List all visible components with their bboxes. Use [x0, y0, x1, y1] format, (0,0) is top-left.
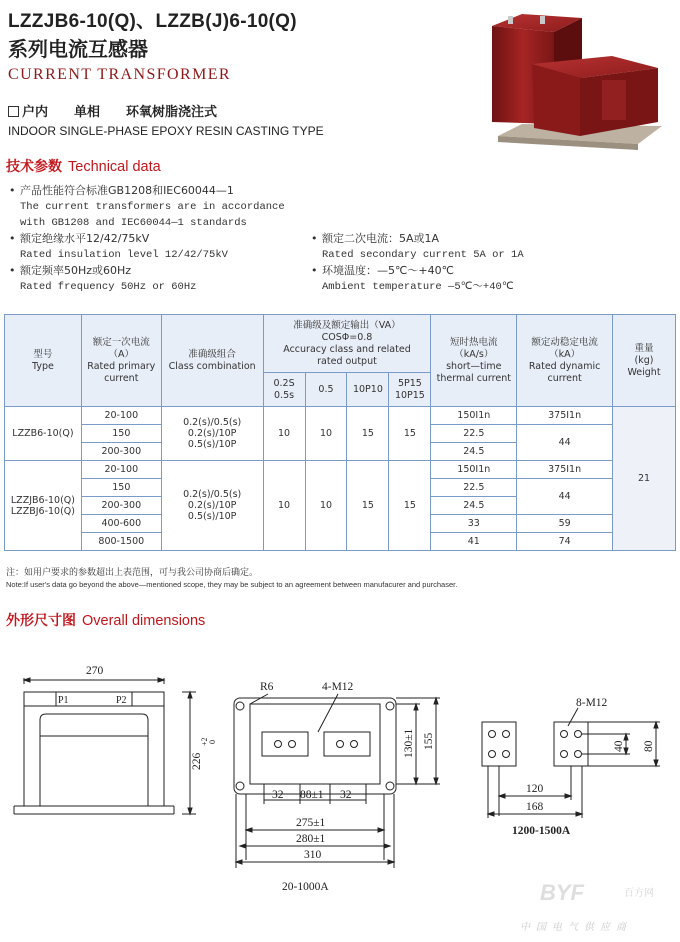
- caption-1200-1500a: 1200-1500A: [512, 825, 571, 837]
- spec-table: [4, 314, 676, 551]
- cell-dynamic: 74: [517, 533, 613, 551]
- cell-output: 10: [263, 461, 305, 551]
- technical-data-title: 技术参数 Technical data: [6, 159, 161, 175]
- caption-20-1000a: 20-1000A: [282, 881, 329, 893]
- cell-thermal: 24.5: [431, 497, 517, 515]
- cell-combo: 0.2(s)/0.5(s) 0.2(s)/10P 0.5(s)/10P: [161, 461, 263, 551]
- dim-130: 130±1: [403, 728, 415, 758]
- dim-80: 80: [643, 740, 655, 752]
- watermark-slogan: 中国电气供应商: [520, 922, 632, 933]
- cell-output: 15: [389, 407, 431, 461]
- dim-tol-lower: 0: [208, 740, 217, 744]
- dim-88: 88±1: [300, 789, 324, 801]
- cell-dynamic: 44: [517, 425, 613, 461]
- dim-tol-upper: +2: [200, 737, 209, 746]
- cell-dynamic: 44: [517, 479, 613, 515]
- front-view: [14, 665, 217, 814]
- cell-current: 400-600: [81, 515, 161, 533]
- cell-thermal: 22.5: [431, 479, 517, 497]
- cell-thermal: 41: [431, 533, 517, 551]
- th-model: 型号 Type: [5, 315, 82, 407]
- spec-ambient: • 环境温度：—5℃～+40℃ Ambient temperature —5℃～+40℃: [311, 264, 514, 293]
- spec-insulation: • 额定绝缘水平12/42/75kV Rated insulation level 12/42/75kV: [9, 232, 228, 261]
- label-4-m12: 4-M12: [322, 681, 354, 693]
- cell-thermal: 24.5: [431, 443, 517, 461]
- dim-32-left: 32: [272, 789, 284, 801]
- cell-model: LZZB6-10(Q): [5, 407, 82, 461]
- type-epoxy: 环氧树脂浇注式: [126, 105, 218, 120]
- th-acc-05: 0.5: [305, 373, 347, 407]
- spec-secondary: • 额定二次电流：5A或1A Rated secondary current 5A or 1A: [311, 232, 524, 261]
- cell-current: 150: [81, 425, 161, 443]
- series-title: 系列电流互感器: [8, 37, 148, 61]
- label-p1: P1: [58, 695, 69, 706]
- cell-output: 10: [305, 407, 347, 461]
- dim-40: 40: [613, 740, 625, 752]
- cell-dynamic: 59: [517, 515, 613, 533]
- type-en: INDOOR SINGLE-PHASE EPOXY RESIN CASTING TYPE: [8, 124, 324, 138]
- cell-current: 200-300: [81, 497, 161, 515]
- model-title: LZZJB6-10(Q)、LZZB(J)6-10(Q): [8, 11, 297, 32]
- th-thermal-current: 短时热电流 （kA/s） short—time thermal current: [431, 315, 517, 407]
- th-accuracy: 准确级及额定输出（VA） COSΦ=0.8 Accuracy class and related rated output: [263, 315, 431, 373]
- cell-weight: 21: [613, 407, 676, 551]
- cell-current: 20-100: [81, 461, 161, 479]
- spec-frequency: • 额定频率50Hz或60Hz Rated frequency 50Hz or 60Hz: [9, 264, 197, 293]
- label-8-m12: 8-M12: [576, 697, 608, 709]
- th-acc-02s: 0.2S 0.5s: [263, 373, 305, 407]
- cell-output: 10: [305, 461, 347, 551]
- note-cn: 注：如用户要求的参数超出上表范围，可与我公司协商后确定。: [6, 568, 259, 578]
- cell-current: 20-100: [81, 407, 161, 425]
- dim-310: 310: [304, 849, 322, 861]
- spec-standard: • 产品性能符合标准GB1208和IEC60044—1 The current transformers are in accordance with GB1208 and IEC60044—1 standards: [9, 184, 285, 229]
- table-row: [5, 407, 676, 425]
- type-single-phase: 单相: [74, 105, 101, 120]
- th-class-combination: 准确级组合 Class combination: [161, 315, 263, 407]
- watermark-logo: BYF: [540, 880, 584, 905]
- watermark-cn: 百方网: [624, 888, 654, 899]
- terminal-view: [482, 697, 660, 837]
- type-cn: [8, 101, 217, 120]
- dim-280: 280±1: [296, 833, 326, 845]
- th-weight: 重量 (kg) Weight: [613, 315, 676, 407]
- cell-output: 10: [263, 407, 305, 461]
- cell-current: 200-300: [81, 443, 161, 461]
- dim-275: 275±1: [296, 817, 326, 829]
- cell-combo: 0.2(s)/0.5(s) 0.2(s)/10P 0.5(s)/10P: [161, 407, 263, 461]
- cell-thermal: 150I1n: [431, 407, 517, 425]
- cell-thermal: 33: [431, 515, 517, 533]
- cell-dynamic: 375I1n: [517, 407, 613, 425]
- cell-thermal: 22.5: [431, 425, 517, 443]
- label-p2: P2: [116, 695, 127, 706]
- cell-output: 15: [347, 407, 389, 461]
- top-view: [234, 681, 440, 893]
- cell-thermal: 150I1n: [431, 461, 517, 479]
- dim-270: 270: [86, 665, 104, 677]
- cell-output: 15: [389, 461, 431, 551]
- th-acc-5p15: 5P15 10P15: [389, 373, 431, 407]
- th-primary-current: 额定一次电流 （A） Rated primary current: [81, 315, 161, 407]
- type-indoor: 户内: [22, 105, 49, 120]
- dim-226: 226: [191, 752, 203, 770]
- cell-output: 15: [347, 461, 389, 551]
- dim-120: 120: [526, 783, 544, 795]
- dimensions-title: 外形尺寸图 Overall dimensions: [6, 613, 206, 629]
- label-r6: R6: [260, 681, 274, 693]
- th-dynamic-current: 额定动稳定电流 （kA） Rated dynamic current: [517, 315, 613, 407]
- cell-current: 150: [81, 479, 161, 497]
- product-photo: [462, 4, 676, 156]
- english-title: CURRENT TRANSFORMER: [8, 66, 231, 83]
- th-acc-10p10: 10P10: [347, 373, 389, 407]
- table-row: [5, 461, 676, 479]
- checkbox-square-icon: [8, 106, 19, 117]
- cell-current: 800-1500: [81, 533, 161, 551]
- cell-model: LZZJB6-10(Q) LZZBJ6-10(Q): [5, 461, 82, 551]
- dim-168: 168: [526, 801, 544, 813]
- note-en: Note:If user's data go beyond the above—mentioned scope, they may be subject to an agreement between manufacurer and purchaser.: [6, 580, 458, 589]
- cell-dynamic: 375I1n: [517, 461, 613, 479]
- dim-32-right: 32: [340, 789, 352, 801]
- dim-155: 155: [423, 732, 435, 750]
